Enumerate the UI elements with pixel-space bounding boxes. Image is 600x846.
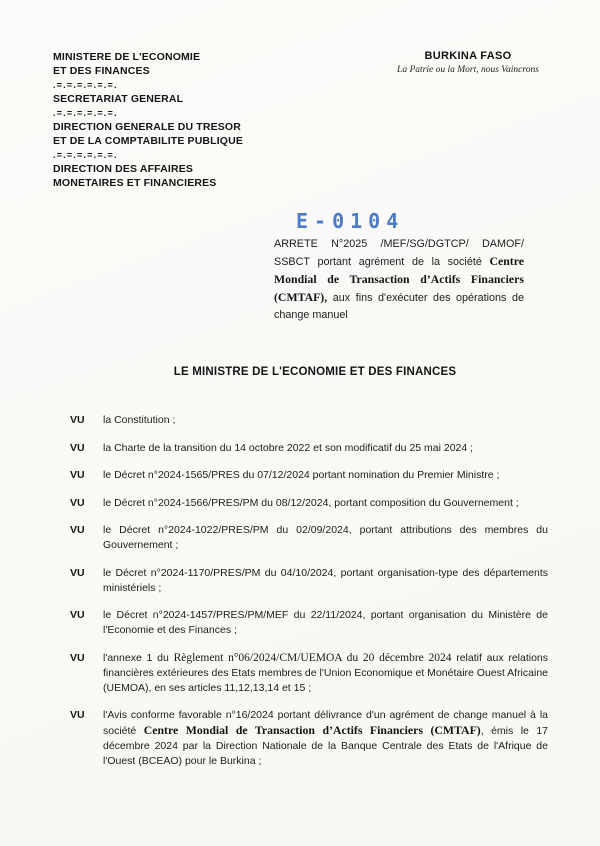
vu-segment: le Décret n°2024-1565/PRES du 07/12/2024 portant nomination du Premier Ministre ; (103, 469, 500, 481)
vu-item-reglement-uemoa (70, 651, 548, 696)
vu-item-constitution (70, 413, 548, 428)
letterhead-line-damof-1: DIRECTION DES AFFAIRES (53, 163, 194, 175)
letterhead-line-damof-2: MONETAIRES ET FINANCIERES (53, 177, 217, 189)
arrete-line-3 (274, 271, 524, 289)
letterhead-separator: .=.=.=.=.=.=. (53, 108, 118, 118)
vu-label: VU (70, 566, 85, 579)
vu-list (70, 413, 548, 782)
document-title: LE MINISTRE DE L'ECONOMIE ET DES FINANCES (173, 366, 457, 378)
vu-label: VU (70, 414, 85, 426)
vu-segment: la Constitution ; (103, 414, 176, 426)
vu-text (103, 496, 548, 511)
vu-text (103, 413, 548, 428)
vu-segment: le Décret n°2024-1170/PRES/PM du 04/10/2024, portant organisation-type des départements ministériels ; (103, 566, 548, 594)
arrete-text: change manuel (274, 309, 348, 321)
vu-text (103, 468, 548, 483)
reglement-reference: Règlement n°06/2024/CM/UEMOA du 20 décembre 2024 (173, 651, 452, 664)
vu-segment: le Décret n°2024-1457/PRES/PM/MEF du 22/11/2024, portant organisation du Ministère de l'Economie et des Finances ; (103, 609, 548, 636)
arrete-reference: /MEF/SG/DGTCP/ DAMOF/ (380, 238, 524, 250)
arrete-line-2 (274, 253, 524, 271)
letterhead-line-ministry-1: MINISTERE DE L'ECONOMIE (53, 51, 201, 63)
vu-item-avis-conforme (70, 708, 548, 769)
arrete-line-5 (274, 307, 524, 324)
letterhead-line-dgtcp-2: ET DE LA COMPTABILITE PUBLIQUE (53, 135, 243, 147)
vu-item-decret-1457 (70, 608, 548, 638)
arrete-number: ARRETE N°2025 (274, 238, 368, 250)
arrete-subject-block (274, 236, 524, 324)
company-acronym: (CMTAF), (274, 290, 328, 304)
vu-text (103, 523, 548, 553)
vu-label: VU (70, 609, 85, 621)
vu-item-decret-1565 (70, 468, 548, 483)
vu-label: VU (70, 524, 85, 536)
vu-item-decret-1022 (70, 523, 548, 553)
vu-text (103, 708, 548, 769)
vu-segment: le Décret n°2024-1022/PRES/PM du 02/09/2024, portant attributions des membres du Gouvernement ; (103, 524, 548, 551)
letterhead-country-block (381, 50, 555, 75)
letterhead-issuer-block (53, 50, 243, 190)
letterhead-line-secretariat: SECRETARIAT GENERAL (53, 93, 184, 105)
vu-segment: relatif aux relations financières extérieures des Etats membres de l'Union Economique et Monétaire Ouest Africaine (UEMOA), en ses articles 11,12,13,14 et 15 ; (103, 651, 549, 694)
vu-label: VU (70, 651, 85, 664)
vu-text (103, 566, 548, 596)
vu-text (103, 441, 548, 456)
vu-segment: l'annexe 1 du (103, 651, 174, 664)
company-name-part: Mondial de Transaction d’Actifs Financiers (274, 272, 524, 286)
letterhead-line-ministry-2: ET DES FINANCES (53, 65, 150, 77)
vu-text (103, 608, 548, 638)
vu-text (103, 651, 548, 696)
vu-label: VU (70, 496, 85, 509)
vu-segment: , émis le 17 décembre 2024 par la Direction Nationale de la Banque Centrale des Etats de l'Afrique de l'Ouest (BCEAO) pour le Burkina ; (103, 725, 549, 767)
vu-segment: le Décret n°2024-1566/PRES/PM du 08/12/2024, portant composition du Gouvernement ; (103, 496, 519, 509)
vu-segment: la Charte de la transition du 14 octobre 2022 et son modificatif du 25 mai 2024 ; (103, 441, 474, 454)
country-name: BURKINA FASO (424, 50, 512, 62)
vu-label: VU (70, 709, 85, 721)
vu-label: VU (70, 441, 85, 454)
company-name-part: Centre (489, 254, 524, 268)
vu-item-decret-1566 (70, 496, 548, 511)
vu-label: VU (70, 469, 85, 481)
arrete-line-4 (274, 289, 524, 307)
vu-item-charte-transition (70, 441, 548, 456)
vu-segment: l'Avis conforme favorable n°16/2024 portant délivrance d'un agrément de change manuel à la société (103, 709, 548, 737)
arrete-text: SSBCT portant agrément de la société (274, 256, 482, 268)
company-name: Centre Mondial de Transaction d’Actifs Financiers (CMTAF) (143, 723, 481, 737)
letterhead-line-dgtcp-1: DIRECTION GENERALE DU TRESOR (53, 121, 241, 133)
arrete-text: aux fins d'exécuter des opérations de (332, 292, 524, 304)
arrete-line-1 (274, 236, 524, 253)
registration-number-stamp: E-0104 (296, 209, 405, 233)
letterhead-separator: .=.=.=.=.=.=. (53, 150, 118, 160)
national-motto: La Patrie ou la Mort, nous Vaincrons (397, 65, 539, 75)
letterhead-separator: .=.=.=.=.=.=. (53, 80, 118, 90)
vu-item-decret-1170 (70, 566, 548, 596)
